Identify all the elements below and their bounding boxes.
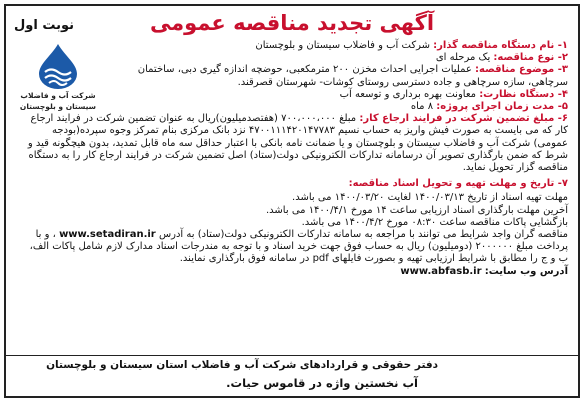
notice-body — [27, 40, 568, 278]
date-line-3: بازگشایی پاکات مناقصه ساعت ۰۸:۳۰ مورخ ۱۴۰۰/۴/۲ می باشد. — [301, 216, 568, 228]
item-type: ۲- نوع مناقصه: یک مرحله ای — [435, 52, 568, 64]
item-duration: ۵- مدت زمان اجرای پروژه: ۸ ماه — [410, 101, 568, 113]
dates-heading: ۷- تاریخ و مهلت تهیه و تحویل اسناد مناقصه: — [348, 178, 568, 190]
tender-notice — [4, 4, 580, 398]
footer-slogan: آب نخستین واژه در قاموس حیات. — [226, 376, 418, 390]
publication-round: نوبت اول — [14, 18, 75, 33]
setad-link[interactable]: www.setadiran.ir — [59, 229, 156, 241]
date-line-1: مهلت تهیه اسناد از تاریخ ۱۴۰۰/۰۳/۱۳ لغایت ۱۴۰۰/۰۳/۲۰ می باشد. — [292, 192, 568, 204]
item-guarantee: ۶- مبلغ تضمین شرکت در فرایند ارجاع کار: مبلغ ۷۰۰،۰۰۰،۰۰۰ (هفتصدمیلیون)ریال به عنوان تضمین شرکت در فرایند ارجاع کار که می بایست به صورت فیش واریز به حساب نسیم ۴۷۰۰۱۱۱۴۲۰۱۴۷۷۸۳ نزد بانک مرکزی بنام تمرکز وجوه سپرده(بودجه عمومی) شرکت آب و فاضلاب سیستان و بلوچستان و یا ضمانت نامه بانکی با اعتبار حداقل سه ماه قابل تمدید، بدون هیچگونه قید و شرط که ضمن بارگذاری تصویر آن درسامانه تدارکات الکترونیکی دولت(ستاد) اصل تضمین شرکت در فرایند ارجاع کار را به دستگاه مناقصه گزار تحویل نماید. — [27, 113, 568, 174]
logo-line-2: سیستان و بلوچستان — [19, 102, 97, 111]
date-line-2: آخرین مهلت بارگذاری اسناد ارزیابی ساعت ۱۴ مورخ ۱۴۰۰/۴/۱ می باشد. — [266, 204, 568, 216]
footer — [6, 355, 578, 396]
footer-organization: دفتر حقوقی و قراردادهای شرکت آب و فاضلاب استان سیستان و بلوچستان — [46, 359, 438, 371]
section-dates — [20, 178, 568, 229]
item-supervisor: ۴- دستگاه نظارت: معاونت بهره برداری و توسعه آب — [339, 88, 568, 100]
website-label: آدرس وب سایت: — [484, 265, 568, 277]
water-company-logo-icon — [31, 42, 85, 90]
website-line — [20, 266, 568, 278]
logo-line-1: شرکت آب و فاضلاب — [20, 91, 96, 100]
notice-title: آگهی تجدید مناقصه عمومی — [149, 11, 435, 35]
closing-paragraph: مناقصه گران واجد شرایط می توانند با مراجعه به سامانه تدارکات الکترونیکی دولت(ستاد) به آدرس www.setadiran.ir ، و با پرداخت مبلغ ۲۰۰۰۰۰۰ (دومیلیون) ریال به حساب فوق جهت خرید اسناد و با توجه به مندرجات اسناد مدارک لازم شامل پاکات الف، ب و ج را مطابق با شرایط ارزیابی تهیه و بصورت فایلهای pdf در سامانه فوق بارگذاری نمایند. — [29, 229, 568, 265]
company-website-link[interactable]: www.abfasb.ir — [400, 265, 482, 277]
company-logo — [12, 42, 104, 122]
item-organizer: ۱- نام دستگاه مناقصه گذار: شرکت آب و فاضلاب سیستان و بلوچستان — [255, 40, 568, 51]
item-subject: ۳- موضوع مناقصه: عملیات اجرایی احداث مخزن ۲۰۰ مترمکعبی، حوضچه اندازه گیری دبی، ساختمان سرچاهی، سازه سرچاهی و جاده دسترسی روستای کوشات- شهرستان قصرقند. — [137, 64, 568, 88]
